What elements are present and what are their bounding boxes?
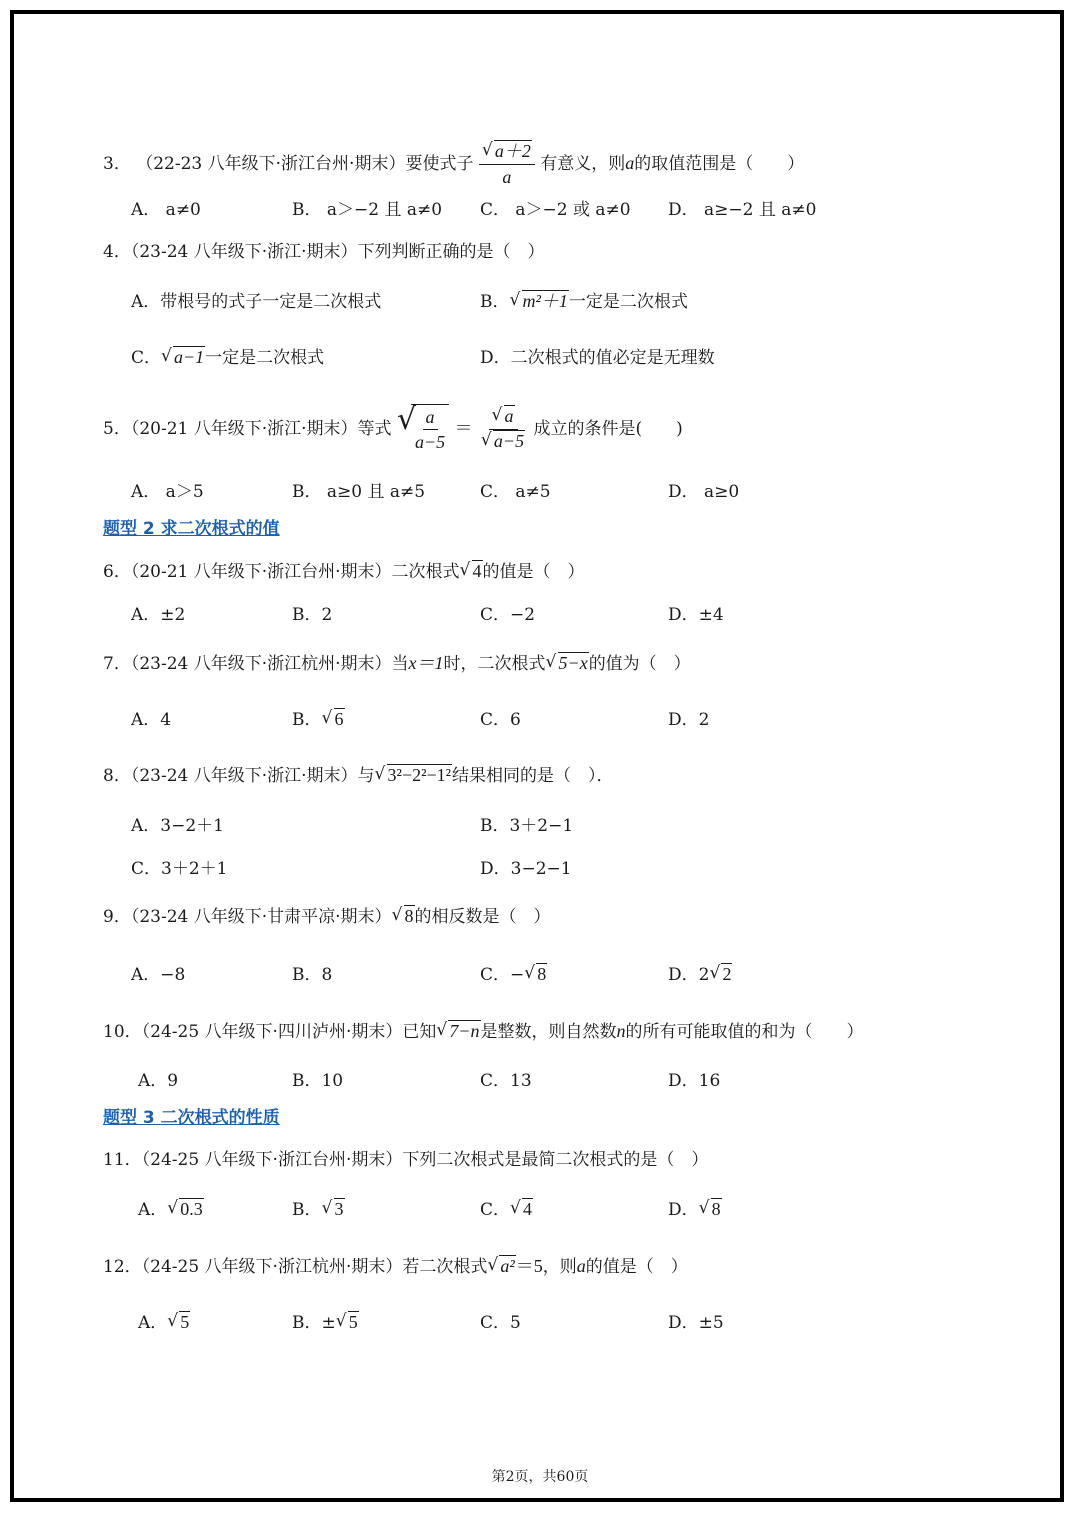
option-c: C．6 — [480, 710, 521, 730]
option-c: C．13 — [480, 1071, 532, 1091]
option-a: A．−8 — [131, 965, 186, 985]
option-a: A．±2 — [131, 605, 186, 625]
option-c: C．3＋2＋1 — [131, 859, 228, 879]
question-8: 8．（23-24 八年级下·浙江·期末）与 √ 3²−2²−1²结果相同的是（ ）． — [103, 764, 614, 786]
question-10: 10．（24-25 八年级下·四川泸州·期末）已知 √ 7−n是整数，则自然数n的所有可能取值的和为（ ） — [103, 1020, 864, 1042]
option-b: B． √ m²＋1一定是二次根式 — [480, 290, 688, 312]
question-9: 9．（23-24 八年级下·甘肃平凉·期末） √ 8的相反数是（ ） — [103, 905, 551, 927]
option-d: D．3−2−1 — [480, 859, 572, 879]
question-12: 12．（24-25 八年级下·浙江杭州·期末）若二次根式 √ a²＝5，则a的值是（ ） — [103, 1255, 688, 1277]
option-d: D．16 — [668, 1071, 721, 1091]
section-heading[interactable]: 题型 2 求二次根式的值 — [103, 519, 280, 539]
option-b: B．± √ 5 — [292, 1311, 358, 1333]
option-c: C． a＞−2 或 a≠0 — [480, 200, 631, 220]
option-c: C． a≠5 — [480, 482, 551, 502]
question-3: 3． （22-23 八年级下·浙江台州·期末）要使式子 √ a＋2 a 有意义，则a的取值范围是（ ） — [103, 140, 805, 187]
option-d: D．2 √ 2 — [668, 963, 732, 985]
option-a: A． √ 5 — [138, 1311, 190, 1333]
option-b: B．2 — [292, 605, 333, 625]
option-d: D． a≥0 — [668, 482, 740, 502]
question-11: 11．（24-25 八年级下·浙江台州·期末）下列二次根式是最简二次根式的是（ ） — [103, 1150, 709, 1170]
option-a: A．3−2＋1 — [131, 816, 224, 836]
option-c: C．−2 — [480, 605, 536, 625]
option-c: C． √ 4 — [480, 1198, 533, 1220]
fraction: √ a＋2 a — [479, 140, 535, 189]
option-b: B． a＞−2 且 a≠0 — [292, 200, 443, 220]
option-b: B． √ 3 — [292, 1198, 344, 1220]
option-b: B．8 — [292, 965, 333, 985]
option-d: D．±4 — [668, 605, 724, 625]
option-c: C． √ a−1一定是二次根式 — [131, 346, 325, 368]
option-b: B．10 — [292, 1071, 344, 1091]
option-d: D．2 — [668, 710, 710, 730]
section-heading[interactable]: 题型 3 二次根式的性质 — [103, 1108, 280, 1128]
option-a: A．4 — [131, 710, 172, 730]
option-c: C．5 — [480, 1313, 521, 1333]
question-7: 7．（23-24 八年级下·浙江杭州·期末）当x＝1时，二次根式 √ 5−x的值为（ ） — [103, 652, 691, 674]
option-b: B． a≥0 且 a≠5 — [292, 482, 426, 502]
question-4: 4．（23-24 八年级下·浙江·期末）下列判断正确的是（ ） — [103, 242, 545, 262]
option-d: D． √ 8 — [668, 1198, 721, 1220]
option-a: A． a≠0 — [131, 200, 201, 220]
option-b: B． √ 6 — [292, 708, 344, 730]
option-a: A． a＞5 — [131, 482, 204, 502]
option-d: D．±5 — [668, 1313, 724, 1333]
option-a: A．带根号的式子一定是二次根式 — [131, 292, 382, 312]
option-b: B．3＋2−1 — [480, 816, 574, 836]
page-number: 第2页，共60页 — [491, 1469, 589, 1485]
option-a: A． √ 0.3 — [138, 1198, 203, 1220]
option-d: D．二次根式的值必定是无理数 — [480, 348, 715, 368]
option-d: D． a≥−2 且 a≠0 — [668, 200, 817, 220]
question-6: 6．（20-21 八年级下·浙江台州·期末）二次根式 √ 4的值是（ ） — [103, 560, 585, 582]
option-a: A．9 — [138, 1071, 179, 1091]
question-5: 5．（20-21 八年级下·浙江·期末）等式 √ $\frac{a}{a-5}$ ＝ √ a √ a−5 成立的条件是( ) — [103, 402, 683, 452]
option-c: C．− √ 8 — [480, 963, 547, 985]
